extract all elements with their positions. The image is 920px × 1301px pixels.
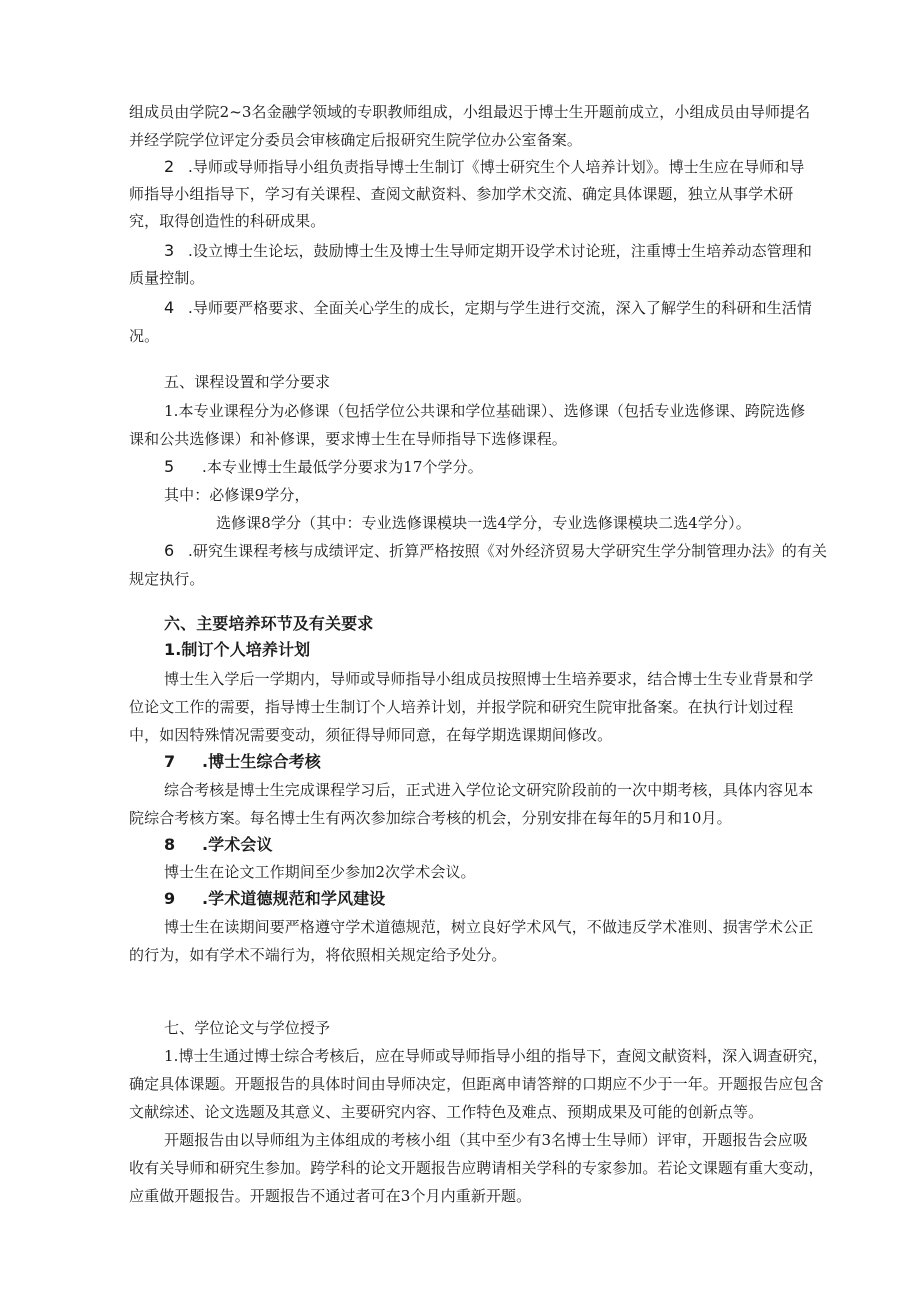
sec5-item6-line2: 规定执行。 [129, 570, 205, 588]
sec6-sub8-line1: 博士生在论文工作期间至少参加2次学术会议。 [164, 863, 476, 881]
sec5-item6-number: 6 [164, 541, 175, 560]
sec6-sub7-line1: 综合考核是博士生完成课程学习后，正式进入学位论文研究阶段前的一次中期考核，具体内容见本 [164, 781, 814, 799]
sec5-item5-number: 5 [164, 457, 175, 476]
sec6-sub7-line2: 院综合考核方案。每名博士生有两次参加综合考核的机会，分别安排在每年的5月和10月。 [129, 809, 732, 827]
sec6-sub1-line3: 中，如因特殊情况需要变动，须征得导师同意，在每学期选课期间修改。 [129, 726, 613, 744]
sec5-requirement-line2: 选修课8学分（其中：专业选修课模块一选4学分，专业选修课模块二选4学分）。 [216, 514, 751, 532]
sec7-para1-line3: 文献综述、论文选题及其意义、主要研究内容、工作特色及难点、预期成果及可能的创新点等。 [129, 1103, 764, 1121]
sec4-item4-number: 4 [164, 298, 175, 317]
sec7-heading: 七、学位论文与学位授予 [164, 1019, 331, 1037]
sec5-item6-line1: .研究生课程考核与成绩评定、折算严格按照《对外经济贸易大学研究生学分制管理办法》的有关 [188, 542, 828, 560]
sec4-item3-line1: .设立博士生论坛，鼓励博士生及博士生导师定期开设学术讨论班，注重博士生培养动态管理和 [188, 242, 812, 260]
sec4-item2-line1: .导师或导师指导小组负责指导博士生制订《博士研究生个人培养计划》。博士生应在导师和导 [188, 158, 805, 176]
sec6-sub7-title: .博士生综合考核 [202, 752, 321, 771]
sec6-sub9-line1: 博士生在读期间要严格遵守学术道德规范，树立良好学术风气，不做违反学术准则、损害学术公正 [164, 918, 814, 936]
sec6-sub7-number: 7 [164, 752, 176, 771]
sec5-item5-text: .本专业博士生最低学分要求为17个学分。 [202, 458, 483, 476]
sec7-para2-line3: 应重做开题报告。开题报告不通过者可在3个月内重新开题。 [129, 1187, 532, 1205]
sec6-sub1-line1: 博士生入学后一学期内，导师或导师指导小组成员按照博士生培养要求，结合博士生专业背景和学 [164, 670, 814, 688]
sec7-para2-line2: 收有关导师和研究生参加。跨学科的论文开题报告应聘请相关学科的专家参加。若论文课题有重大变动， [129, 1159, 824, 1177]
sec5-heading: 五、课程设置和学分要求 [164, 373, 331, 391]
sec6-sub1-line2: 位论文工作的需要，指导博士生制订个人培养计划，并报学院和研究生院审批备案。在执行计划过程 [129, 698, 794, 716]
sec7-para1-line2: 确定具体课题。开题报告的具体时间由导师决定，但距离申请答辩的口期应不少于一年。开题报告应包含 [129, 1075, 824, 1093]
sec4-item3-line2: 质量控制。 [129, 269, 205, 287]
sec6-sub1-title: 1.制订个人培养计划 [164, 640, 311, 659]
sec4-item2-number: 2 [164, 157, 175, 176]
sec6-sub9-title: .学术道德规范和学风建设 [202, 889, 386, 908]
sec4-item4-line1: .导师要严格要求、全面关心学生的成长，定期与学生进行交流，深入了解学生的科研和生活情 [188, 299, 812, 317]
sec7-para2-line1: 开题报告由以导师组为主体组成的考核小组（其中至少有3名博士生导师）评审，开题报告会应吸 [164, 1131, 808, 1149]
sec4-item3-number: 3 [164, 241, 175, 260]
sec6-heading: 六、主要培养环节及有关要求 [164, 614, 374, 633]
sec5-item1-line2: 课和公共选修课）和补修课，要求博士生在导师指导下选修课程。 [129, 430, 567, 448]
sec4-para1-line1: 组成员由学院2~3名金融学领域的专职教师组成，小组最迟于博士生开题前成立，小组成员由导师提名 [129, 103, 811, 121]
sec4-item2-line2: 师指导小组指导下，学习有关课程、查阅文献资料、参加学术交流、确定具体课题，独立从事学术研 [129, 185, 794, 203]
sec6-sub9-line2: 的行为，如有学术不端行为，将依照相关规定给予处分。 [129, 946, 507, 964]
sec5-item1-line1: 1.本专业课程分为必修课（包括学位公共课和学位基础课）、选修课（包括专业选修课、跨院选修 [164, 402, 806, 420]
sec7-para1-line1: 1.博士生通过博士综合考核后，应在导师或导师指导小组的指导下，查阅文献资料，深入调查研究， [164, 1047, 828, 1065]
sec5-requirement-line1: 其中：必修课9学分， [164, 486, 310, 504]
sec6-sub8-number: 8 [164, 835, 176, 854]
sec6-sub9-number: 9 [164, 889, 176, 908]
sec4-item2-line3: 究，取得创造性的科研成果。 [129, 212, 326, 230]
sec4-item4-line2: 况。 [129, 327, 160, 345]
sec6-sub8-title: .学术会议 [202, 835, 273, 854]
sec4-para1-line2: 并经学院学位评定分委员会审核确定后报研究生院学位办公室备案。 [129, 131, 583, 149]
